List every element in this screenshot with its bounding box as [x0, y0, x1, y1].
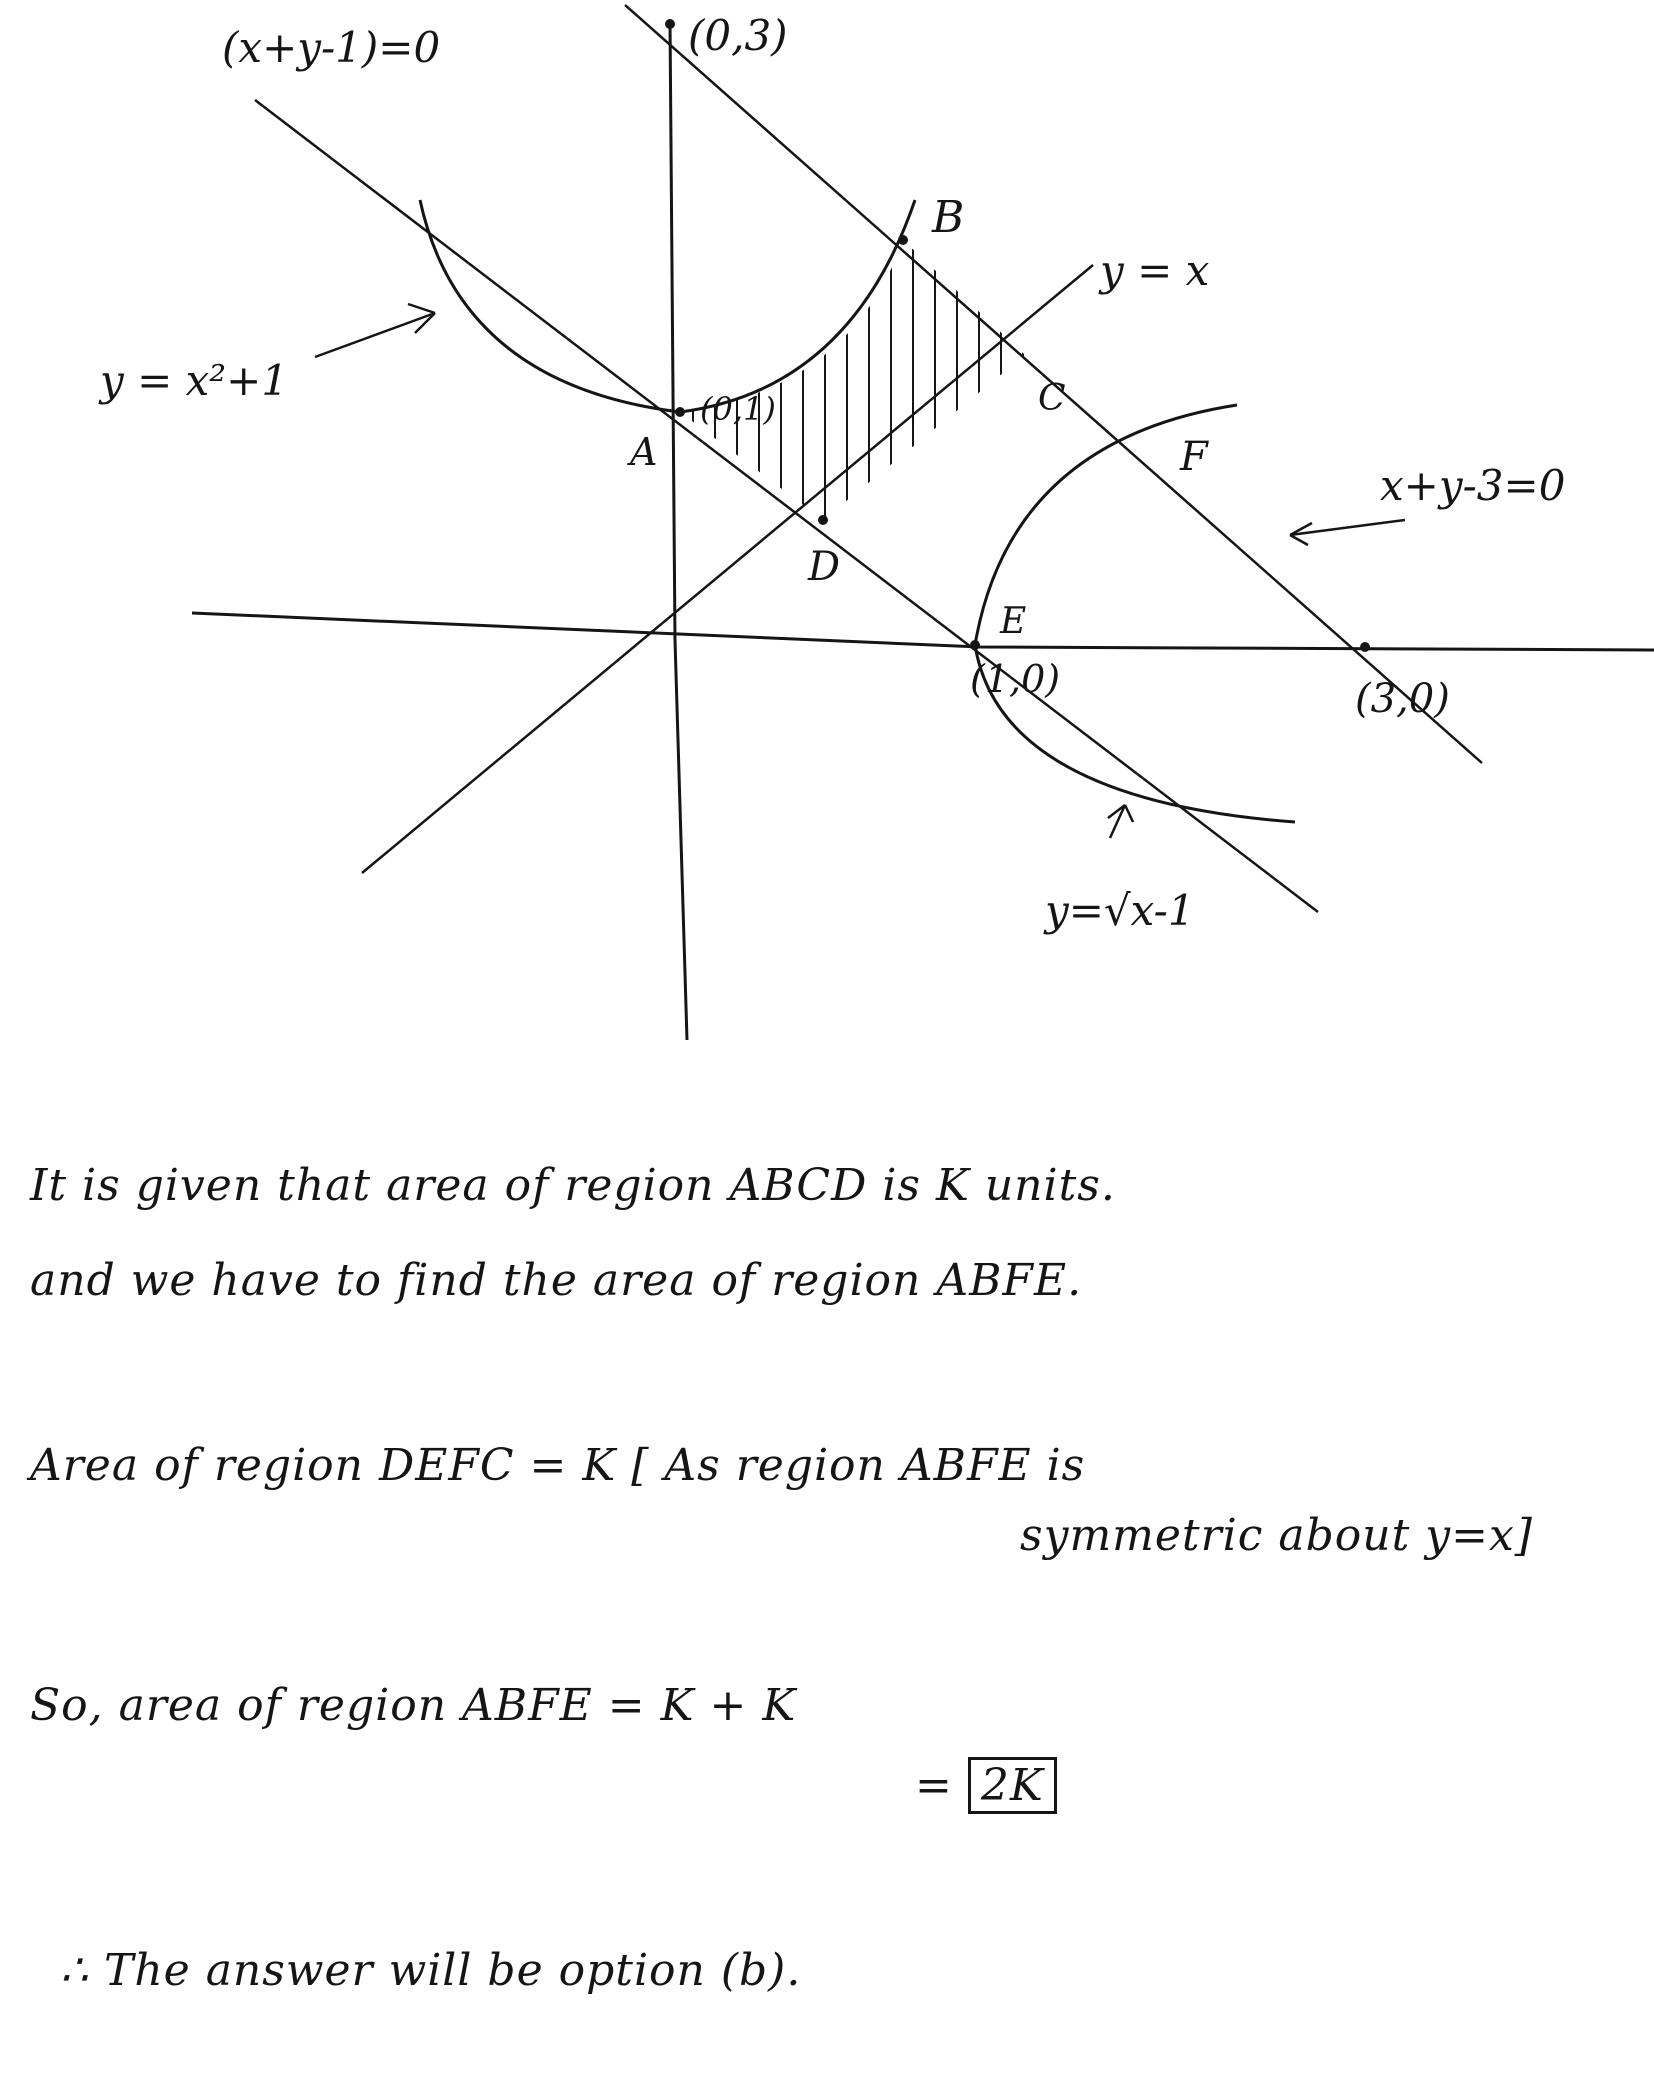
label-line-x-y-3: x+y-3=0 — [1380, 461, 1566, 510]
point-d — [818, 515, 828, 525]
label-point-f: F — [1180, 434, 1208, 480]
boxed-answer: 2K — [968, 1757, 1057, 1814]
point-0-1 — [675, 407, 685, 417]
label-point-0-3: (0,3) — [688, 11, 788, 60]
solution-line-4: symmetric about y=x] — [1020, 1510, 1533, 1561]
label-point-c: C — [1038, 378, 1066, 419]
label-point-e: E — [1000, 601, 1027, 642]
x-axis — [192, 613, 1654, 650]
point-0-3 — [665, 19, 675, 29]
arrow-to-line-3 — [1290, 520, 1405, 545]
label-point-0-1: (0,1) — [700, 390, 776, 428]
label-line-x-y-1: (x+y-1)=0 — [222, 23, 441, 72]
label-point-b: B — [932, 192, 965, 243]
point-b — [898, 235, 908, 245]
solution-line-3: Area of region DEFC = K [ As region ABFE is — [30, 1440, 1086, 1491]
label-point-1-0: (1,0) — [970, 657, 1061, 701]
shaded-region-abcd — [680, 240, 1025, 520]
solution-line-2: and we have to find the area of region ABFE. — [30, 1255, 1083, 1306]
arrow-to-sqrt-curve — [1108, 805, 1133, 838]
label-point-3-0: (3,0) — [1355, 676, 1450, 722]
solution-line-6 — [915, 1760, 1057, 1811]
solution-line-5: So, area of region ABFE = K + K — [30, 1680, 797, 1731]
line-x-plus-y-minus-1 — [255, 100, 1318, 912]
point-3-0 — [1360, 642, 1370, 652]
solution-line-7: ∴ The answer will be option (b). — [60, 1945, 802, 1996]
label-point-a: A — [630, 430, 658, 474]
label-sqrt-curve: y=√x-1 — [1045, 886, 1195, 935]
equals-sign: = — [915, 1760, 953, 1811]
solution-line-1: It is given that area of region ABCD is K units. — [30, 1160, 1116, 1211]
label-point-d: D — [808, 544, 841, 590]
point-1-0 — [970, 640, 980, 650]
label-parabola: y = x²+1 — [100, 356, 289, 405]
line-y-equals-x — [362, 265, 1093, 873]
arrow-to-parabola — [315, 304, 435, 357]
label-line-y-eq-x: y = x — [1100, 246, 1210, 295]
y-axis — [670, 22, 687, 1040]
